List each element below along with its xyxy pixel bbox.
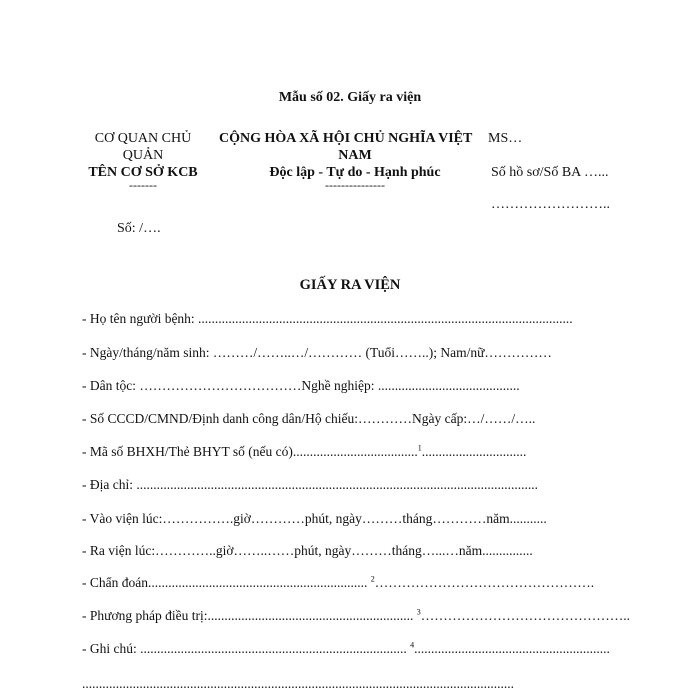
field-notes-continuation: ................................................................................................................................	[82, 676, 514, 691]
agency-line2: QUẢN	[122, 148, 164, 163]
republic-name-line2: NAM	[338, 148, 372, 163]
document-number: Số: /….	[117, 221, 161, 236]
facility-underline: -------	[129, 178, 157, 192]
insurance-tail: ...............................	[421, 444, 527, 459]
treatment-text: - Phương pháp điều trị:.............................................................	[82, 608, 414, 623]
agency-line1: CƠ QUAN CHỦ	[94, 131, 192, 146]
diagnosis-tail: ………………………………………….	[374, 575, 595, 590]
field-diagnosis	[82, 575, 594, 591]
footnote-4: 4	[410, 640, 415, 650]
footnote-3: 3	[416, 607, 421, 617]
republic-name-line1: CỘNG HÒA XÃ HỘI CHỦ NGHĨA VIỆT	[219, 131, 473, 146]
motto: Độc lập - Tự do - Hạnh phúc	[269, 165, 441, 180]
record-number-dots: ……………………..	[491, 197, 610, 212]
facility-name: TÊN CƠ SỞ KCB	[88, 165, 198, 180]
field-admission-time: - Vào viện lúc:…………….giờ…………phút, ngày………tháng…………năm...........	[82, 511, 547, 526]
diagnosis-text: - Chẩn đoán.................................................................	[82, 575, 368, 590]
treatment-tail: ………………………………………..	[420, 608, 630, 623]
field-date-of-birth: - Ngày/tháng/năm sinh: ………/……..…/………… (Tuổi……..); Nam/nữ……………	[82, 345, 552, 360]
document-title: GIẤY RA VIỆN	[299, 277, 401, 293]
field-patient-name: - Họ tên người bệnh: ...............................................................................................................	[82, 311, 573, 326]
field-discharge-time: - Ra viện lúc:…………..giờ……..……phút, ngày………tháng…...…năm...............	[82, 543, 533, 558]
field-address: - Địa chỉ: .......................................................................................................................	[82, 477, 538, 492]
insurance-text: - Mã số BHXH/Thẻ BHYT số (nếu có).....................................	[82, 444, 418, 459]
field-notes	[82, 641, 610, 657]
footnote-1: 1	[417, 443, 422, 453]
field-treatment	[82, 608, 630, 624]
form-ms: MS…	[488, 131, 523, 146]
motto-underline: ---------------	[325, 178, 385, 192]
field-id-number: - Số CCCD/CMND/Định danh công dân/Hộ chiếu:…………Ngày cấp:…/……/…..	[82, 411, 536, 426]
footnote-2: 2	[370, 574, 375, 584]
notes-text: - Ghi chú: ...............................................................................	[82, 641, 407, 656]
form-code: Mẫu số 02. Giấy ra viện	[278, 90, 422, 105]
notes-tail: ..........................................................	[414, 641, 610, 656]
field-insurance	[82, 444, 526, 460]
record-number-label: Số hồ sơ/Số BA …...	[491, 165, 609, 180]
field-ethnicity-occupation: - Dân tộc: ………………………………Nghề nghiệp: ..........................................	[82, 378, 520, 393]
